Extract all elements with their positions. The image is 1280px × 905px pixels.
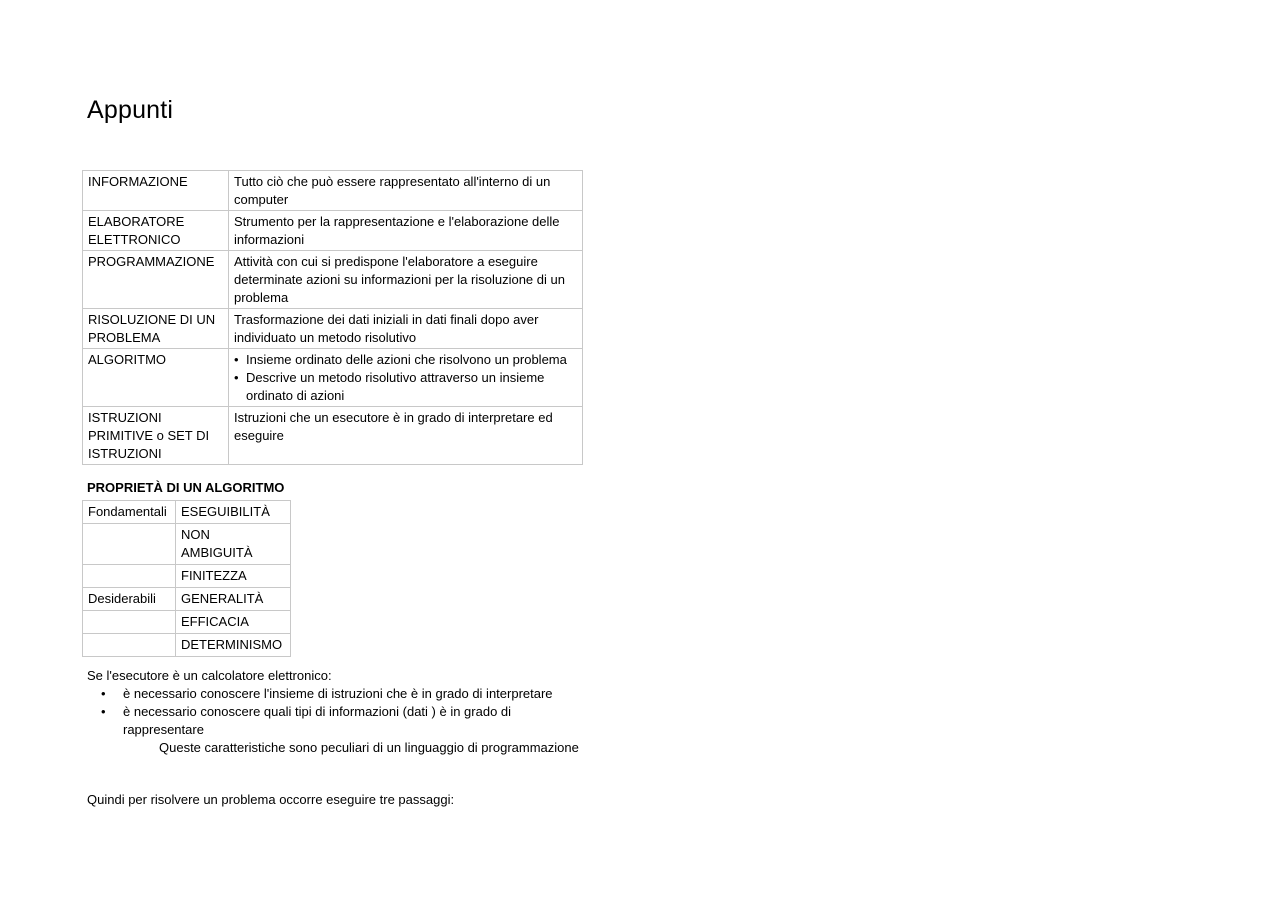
definition-cell: Tutto ciò che può essere rappresentato all'interno di un computer [229,171,583,211]
table-row [83,251,583,309]
table-row [83,524,291,565]
table-row [83,501,291,524]
definition-cell: Strumento per la rappresentazione e l'elaborazione delle informazioni [229,211,583,251]
definitions-table [82,170,583,465]
page-title: Appunti [87,96,174,124]
list-item: • è necessario conoscere l'insieme di istruzioni che è in grado di interpretare [87,685,587,703]
category-cell: Desiderabili [83,588,176,611]
table-row [83,611,291,634]
term-cell: RISOLUZIONE DI UN PROBLEMA [83,309,229,349]
properties-table [82,500,291,657]
category-cell [83,565,176,588]
table-row [83,349,583,407]
table-row [83,407,583,465]
term-cell: ALGORITMO [83,349,229,407]
category-cell [83,634,176,657]
property-cell: EFFICACIA [176,611,291,634]
executor-note: Queste caratteristiche sono peculiari di un linguaggio di programmazione [159,740,579,755]
table-row [83,634,291,657]
definition-cell [229,349,583,407]
table-row [83,171,583,211]
table-row [83,309,583,349]
list-item: • Insieme ordinato delle azioni che risolvono un problema [246,351,579,369]
executor-intro: Se l'esecutore è un calcolatore elettronico: [87,668,332,683]
property-cell: NON AMBIGUITÀ [176,524,291,565]
executor-bullet-list [87,685,587,739]
property-cell: GENERALITÀ [176,588,291,611]
property-cell: ESEGUIBILITÀ [176,501,291,524]
term-cell: PROGRAMMAZIONE [83,251,229,309]
list-item: • è necessario conoscere quali tipi di informazioni (dati ) è in grado di rappresentare [87,703,587,739]
definition-cell: Istruzioni che un esecutore è in grado di interpretare ed eseguire [229,407,583,465]
term-cell: ISTRUZIONI PRIMITIVE o SET DI ISTRUZIONI [83,407,229,465]
table-row [83,588,291,611]
category-cell: Fondamentali [83,501,176,524]
conclusion-text: Quindi per risolvere un problema occorre eseguire tre passaggi: [87,792,455,807]
algorithm-bullet-list [234,351,579,405]
properties-heading: PROPRIETÀ DI UN ALGORITMO [87,480,285,495]
definition-cell: Attività con cui si predispone l'elaboratore a eseguire determinate azioni su informazioni per la risoluzione di un problema [229,251,583,309]
list-item: • Descrive un metodo risolutivo attraverso un insieme ordinato di azioni [246,369,579,405]
term-cell: ELABORATORE ELETTRONICO [83,211,229,251]
category-cell [83,524,176,565]
term-cell: INFORMAZIONE [83,171,229,211]
executor-section [87,667,587,757]
property-cell: FINITEZZA [176,565,291,588]
definition-cell: Trasformazione dei dati iniziali in dati finali dopo aver individuato un metodo risolutivo [229,309,583,349]
category-cell [83,611,176,634]
property-cell: DETERMINISMO [176,634,291,657]
table-row [83,211,583,251]
table-row [83,565,291,588]
